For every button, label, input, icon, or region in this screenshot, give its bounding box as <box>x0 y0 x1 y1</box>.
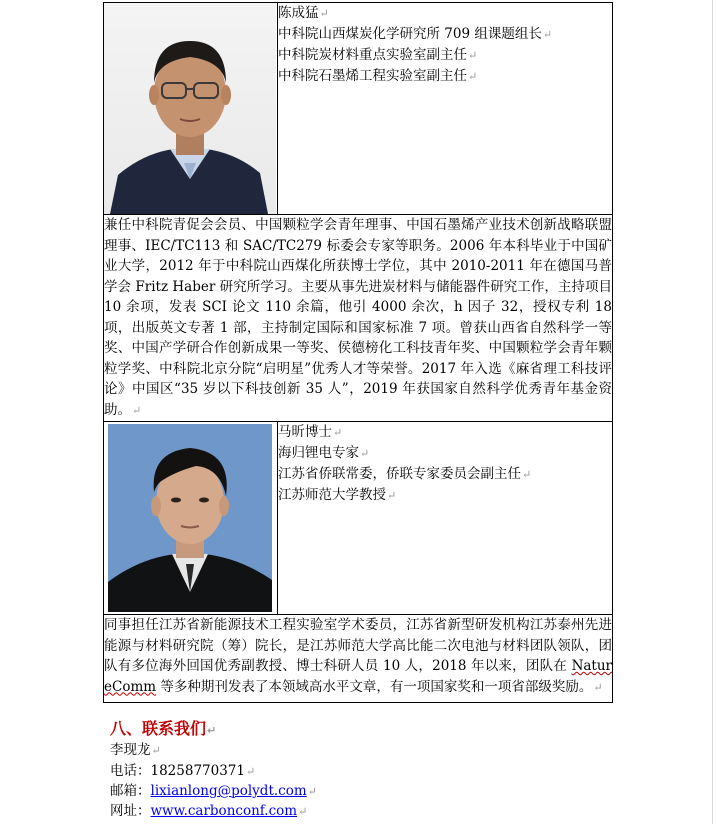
contact-phone: 电话：18258770371↵ <box>110 763 256 779</box>
person2-photo-cell <box>104 422 278 615</box>
person2-header-row <box>104 422 613 615</box>
contact-email: 邮箱：lixianlong@polydt.com↵ <box>110 783 317 799</box>
person1-photo <box>104 3 276 214</box>
contact-name: 李现龙↵ <box>110 742 161 758</box>
person1-title-2: 中科院炭材料重点实验室副主任↵ <box>278 47 478 63</box>
person1-info-cell <box>278 3 613 215</box>
person2-title-1: 海归锂电专家↵ <box>278 445 370 461</box>
person2-name: 马昕博士↵ <box>278 424 343 440</box>
person2-title-3: 江苏师范大学教授↵ <box>278 487 397 503</box>
person2-bio: 同事担任江苏省新能源技术工程实验室学术委员，江苏省新型研发机构江苏泰州先进能源与材料研究院（筹）院长，是江苏师范大学高比能二次电池与材料团队领队，团队有多位海外回国优秀副教授、博士科研人员 10 人，2018 年以来，团队在 NatureComm 等多种期刊发表了本领域高水平文章，有一项国家奖和一项省部级奖励。↵ <box>104 615 613 703</box>
email-link[interactable]: lixianlong@polydt.com <box>150 783 307 799</box>
person1-title-3: 中科院石墨烯工程实验室副主任↵ <box>278 68 478 84</box>
person2-title-2: 江苏省侨联常委，侨联专家委员会副主任↵ <box>278 466 532 482</box>
person1-header-row <box>104 3 613 215</box>
person1-bio-row <box>104 215 613 422</box>
person2-bio-row <box>104 615 613 703</box>
contact-web: 网址：www.carbonconf.com↵ <box>110 803 308 819</box>
person1-name: 陈成猛↵ <box>278 5 329 21</box>
person2-info-cell <box>278 422 613 615</box>
page-margin-line <box>712 0 713 824</box>
bio-table <box>103 2 613 703</box>
person1-bio: 兼任中科院青促会会员、中国颗粒学会青年理事、中国石墨烯产业技术创新战略联盟理事、IEC/TC113 和 SAC/TC279 标委会专家等职务。2006 年本科毕业于中国矿业大学，2012 年于中科院山西煤化所获博士学位，其中 2010-2011 年在德国马普学会 Fritz Haber 研究所学习。主要从事先进炭材料与储能器件研究工作，主持项目 10 余项，发表 SCI 论文 110 余篇，他引 4000 余次，h 因子 32，授权专利 18 项，出版英文专著 1 部，主持制定国际和国家标准 7 项。曾获山西省自然科学一等奖、中国产学研合作创新成果一等奖、侯德榜化工科技青年奖、中国颗粒学会青年颗粒学奖、中科院北京分院“启明星”优秀人才等荣誉。2017 年入选《麻省理工科技评论》中国区“35 岁以下科技创新 35 人”，2019 年获国家自然科学优秀青年基金资助。↵ <box>104 215 613 422</box>
person2-photo <box>104 422 276 614</box>
journal-name: NatureComm <box>104 658 612 695</box>
person1-title-1: 中科院山西煤炭化学研究所 709 组课题组长↵ <box>278 26 553 42</box>
section-title: 八、联系我们↵ <box>110 719 217 738</box>
website-link[interactable]: www.carbonconf.com <box>150 803 298 819</box>
person1-photo-cell <box>104 3 278 215</box>
